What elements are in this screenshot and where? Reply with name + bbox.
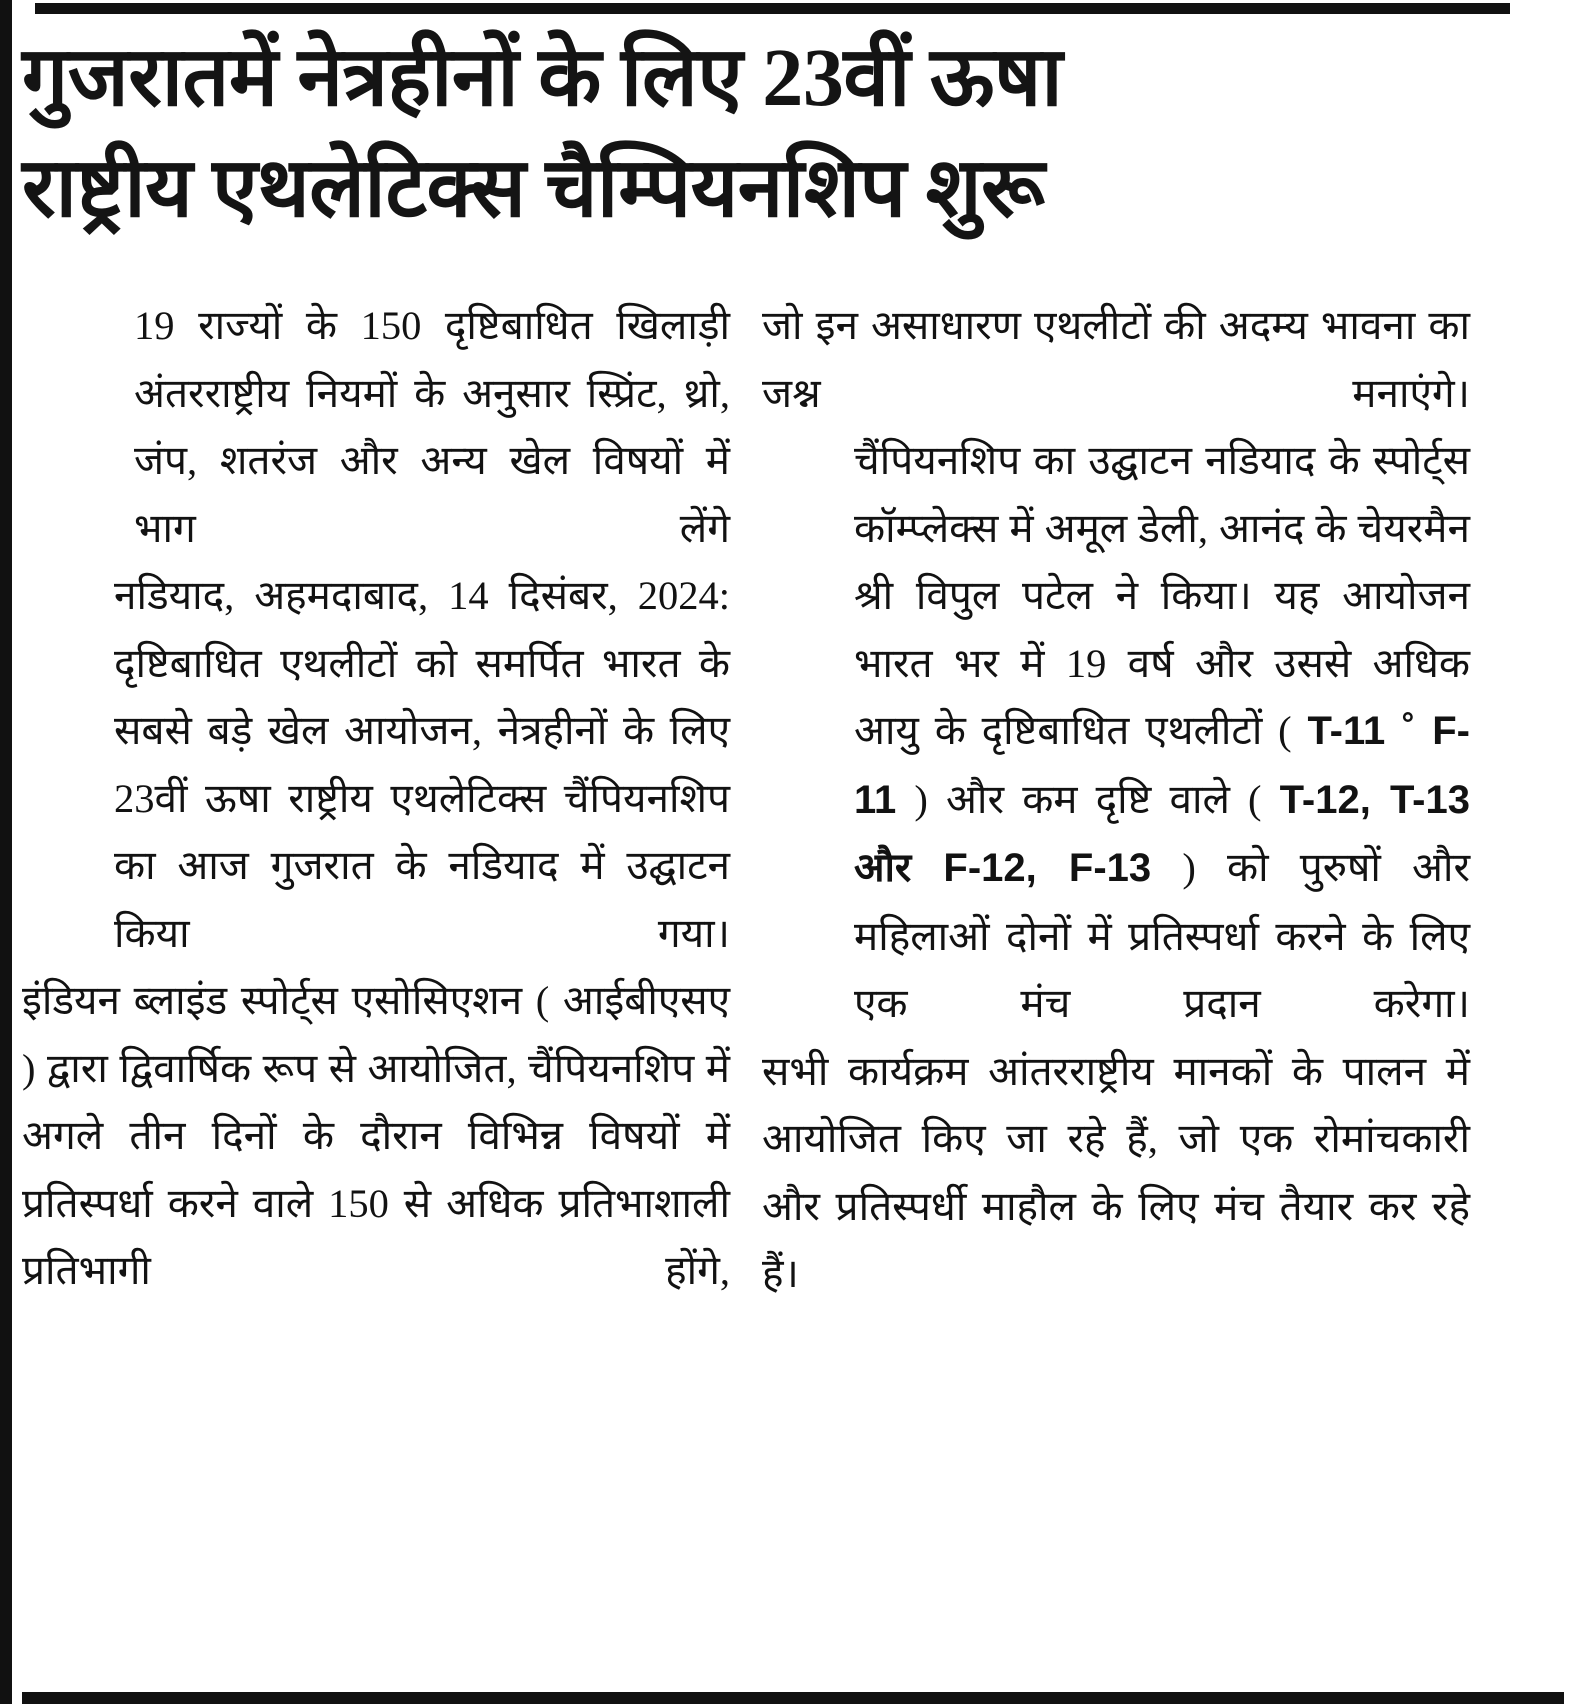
standfirst-paragraph: 19 राज्यों के 150 दृष्टिबाधित खिलाड़ी अंतरराष्ट्रीय नियमों के अनुसार स्प्रिंट, थ्रो, जंप, शतरंज और अन्य खेल विषयों में भाग लेंगे bbox=[134, 303, 730, 551]
inauguration-paragraph bbox=[762, 427, 1470, 1038]
inauguration-text-part-3: ) को पुरुषों और महिलाओं दोनों में प्रतिस्पर्धा करने के लिए एक मंच प्रदान करेगा। bbox=[854, 845, 1471, 1026]
inauguration-text-part-2: ) और कम दृष्टि वाले ( bbox=[896, 776, 1280, 822]
dateline-lead-paragraph: नडियाद, अहमदाबाद, 14 दिसंबर, 2024: दृष्टिबाधित एथलीटों को समर्पित भारत के सबसे बड़े खेल आयोजन, नेत्रहीनों के लिए 23वीं ऊषा राष्ट्रीय एथलेटिक्स चैंपियनशिप का आज गुजरात के नडियाद में उद्घाटन किया गया। bbox=[114, 573, 730, 956]
headline-line-1: गुजरातमें नेत्रहीनों के लिए 23वीं ऊषा bbox=[22, 31, 1063, 123]
article-column-left bbox=[22, 292, 730, 1305]
standards-paragraph: सभी कार्यक्रम आंतरराष्ट्रीय मानकों के पालन में आयोजित किए जा रहे हैं, जो एक रोमांचकारी और प्रतिस्पर्धी माहौल के लिए मंच तैयार कर रहे हैं। bbox=[762, 1048, 1470, 1296]
inauguration-text-part-1: चैंपियनशिप का उद्घाटन नडियाद के स्पोर्ट्स कॉम्प्लेक्स में अमूल डेली, आनंद के चेयरमैन श्री विपुल पटेल ने किया। यह आयोजन भारत भर में 19 वर्ष और उससे अधिक आयु के दृष्टिबाधित एथलीटों ( bbox=[854, 438, 1470, 753]
headline-line-2: राष्ट्रीय एथलेटिक्स चैम्पियनशिप शुरू bbox=[22, 142, 1045, 235]
clipping-top-rule bbox=[35, 3, 1510, 14]
headline bbox=[22, 22, 1550, 244]
article-body bbox=[22, 292, 1562, 1308]
clipping-bottom-rule bbox=[22, 1692, 1564, 1704]
clipping-left-edge-bar bbox=[0, 0, 12, 1704]
organiser-paragraph: इंडियन ब्लाइंड स्पोर्ट्स एसोसिएशन ( आईबीएसए ) द्वारा द्विवार्षिक रूप से आयोजित, चैंपियनशिप में अगले तीन दिनों के दौरान विभिन्न विषयों में प्रतिस्पर्धा करने वाले 150 से अधिक प्रतिभाशाली प्रतिभागी होंगे, bbox=[22, 978, 730, 1293]
classification-codes-blind: T-11 ˚ F-11 bbox=[854, 709, 1470, 822]
article-column-right bbox=[762, 292, 1470, 1308]
classification-codes-low-vision: T-12, T-13 और F-12, F-13 bbox=[854, 777, 1470, 890]
organiser-paragraph-continued: जो इन असाधारण एथलीटों की अदम्य भावना का जश्न मनाएंगे। bbox=[762, 303, 1470, 416]
